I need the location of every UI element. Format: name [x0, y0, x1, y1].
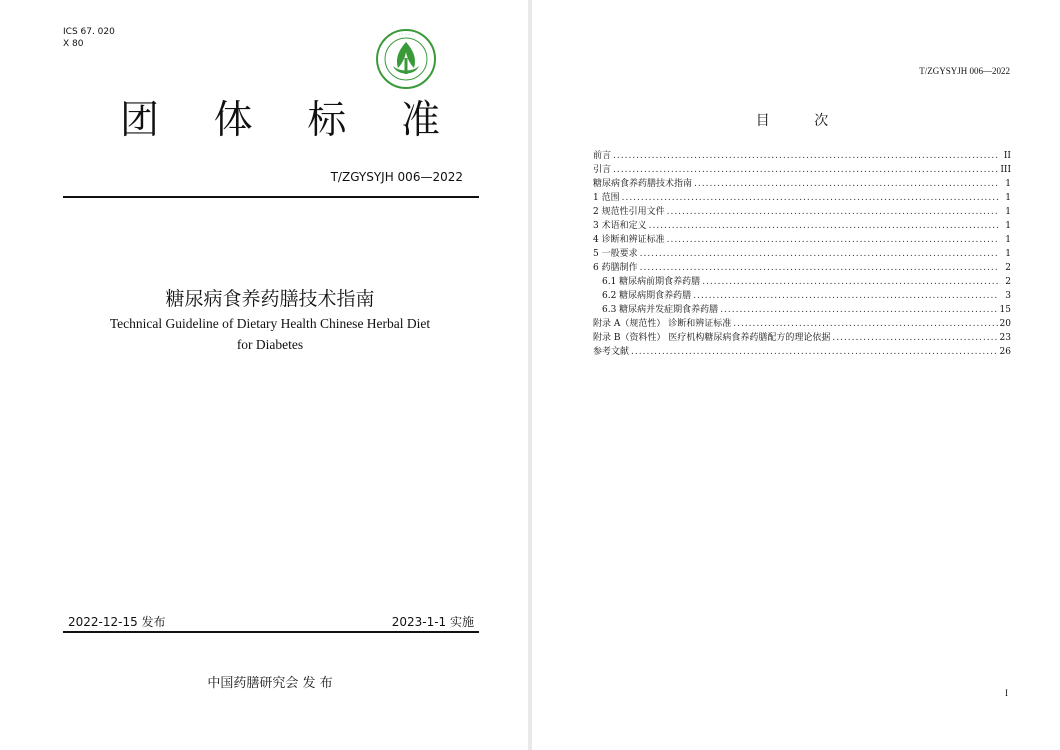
toc-leader-dots — [720, 303, 997, 317]
toc-leader-dots — [649, 219, 999, 233]
toc-entry-page: 1 — [1005, 249, 1011, 259]
toc-leader-dots — [733, 317, 997, 331]
toc-entry-page: 20 — [999, 319, 1011, 329]
toc-entry-label: 6 药膳制作 — [593, 263, 638, 273]
toc-leader-dots — [667, 205, 999, 219]
toc-leader-dots — [640, 261, 999, 275]
toc-entry-page: 1 — [1005, 179, 1011, 189]
group-standard-heading — [120, 96, 440, 146]
toc-entry-label: 参考文献 — [593, 347, 630, 357]
toc-leader-dots — [832, 331, 997, 345]
toc-entry-label: 2 规范性引用文件 — [593, 207, 665, 217]
toc-entry-label: 6.3 糖尿病并发症期食养药膳 — [602, 305, 719, 315]
toc-entry-page: 2 — [1005, 263, 1011, 273]
toc-entry-label: 附录 A（规范性） 诊断和辨证标准 — [593, 319, 732, 329]
page-header: T/ZGYSYJH 006—2022 — [919, 66, 1010, 76]
toc-entry-label: 附录 B（资料性） 医疗机构糖尿病食养药膳配方的理论依据 — [593, 333, 831, 343]
toc-entry-label: 6.2 糖尿病期食养药膳 — [602, 291, 692, 301]
toc-entry-label: 1 范围 — [593, 193, 620, 203]
toc-entry-page: 1 — [1005, 221, 1011, 231]
toc-leader-dots — [622, 191, 999, 205]
title-chinese: 糖尿病食养药膳技术指南 — [165, 288, 375, 310]
cover-page — [0, 0, 528, 750]
toc-entry-page: III — [1000, 165, 1011, 175]
toc-entry[interactable] — [593, 303, 1011, 317]
toc-entry[interactable] — [593, 317, 1011, 331]
toc-entry-page: 15 — [999, 305, 1011, 315]
toc-entry[interactable] — [593, 163, 1011, 177]
toc-entry-page: 23 — [999, 333, 1011, 343]
toc-leader-dots — [613, 163, 998, 177]
heading-divider — [63, 196, 479, 198]
footer-divider — [63, 631, 479, 633]
toc-entry[interactable] — [593, 275, 1011, 289]
heading-char: 准 — [400, 98, 440, 143]
page-number: I — [1005, 688, 1008, 698]
toc-entry[interactable] — [593, 191, 1011, 205]
toc-leader-dots — [694, 177, 999, 191]
toc-entry[interactable] — [593, 205, 1011, 219]
toc-entry[interactable] — [593, 149, 1011, 163]
toc-entry[interactable] — [593, 219, 1011, 233]
toc-leader-dots — [613, 149, 999, 163]
toc-entry-page: 26 — [999, 347, 1011, 357]
toc-leader-dots — [702, 275, 999, 289]
svg-text:· · · · ·: · · · · · — [398, 32, 414, 38]
ics-code: ICS 67. 020 — [63, 27, 115, 37]
toc-entry-label: 引言 — [593, 165, 612, 175]
toc-entry-label: 6.1 糖尿病前期食养药膳 — [602, 277, 701, 287]
toc-entry-page: II — [1003, 151, 1011, 161]
toc-leader-dots — [693, 289, 999, 303]
toc-entry[interactable] — [593, 247, 1011, 261]
table-of-contents — [593, 149, 1011, 359]
toc-page — [532, 0, 1060, 750]
toc-entry-label: 前言 — [593, 151, 612, 161]
toc-leader-dots — [640, 247, 999, 261]
toc-entry[interactable] — [593, 289, 1011, 303]
association-logo — [375, 28, 437, 90]
toc-entry-page: 1 — [1005, 207, 1011, 217]
heading-char: 标 — [307, 98, 347, 143]
toc-entry-label: 3 术语和定义 — [593, 221, 647, 231]
toc-entry-label: 5 一般要求 — [593, 249, 638, 259]
toc-entry-page: 1 — [1005, 235, 1011, 245]
toc-entry[interactable] — [593, 331, 1011, 345]
title-english-line2: for Diabetes — [236, 337, 304, 352]
toc-entry-page: 2 — [1005, 277, 1011, 287]
implement-date: 2023-1-1 实施 — [391, 615, 474, 629]
toc-entry[interactable] — [593, 233, 1011, 247]
toc-title: 目 次 — [755, 113, 849, 129]
toc-entry-label: 4 诊断和辨证标准 — [593, 235, 665, 245]
standard-number: T/ZGYSYJH 006—2022 — [330, 170, 463, 184]
toc-entry-page: 1 — [1005, 193, 1011, 203]
toc-entry-page: 3 — [1005, 291, 1011, 301]
heading-char: 体 — [213, 98, 253, 143]
toc-leader-dots — [667, 233, 999, 247]
toc-entry-label: 糖尿病食养药膳技术指南 — [593, 179, 693, 189]
publish-date: 2022-12-15 发布 — [68, 615, 166, 629]
toc-entry[interactable] — [593, 345, 1011, 359]
heading-char: 团 — [120, 98, 160, 143]
toc-leader-dots — [631, 345, 998, 359]
publisher: 中国药膳研究会 发 布 — [207, 676, 333, 691]
toc-entry[interactable] — [593, 177, 1011, 191]
title-english-line1: Technical Guideline of Dietary Health Chinese Herbal Diet — [109, 316, 431, 331]
classification-code: X 80 — [63, 39, 84, 49]
toc-entry[interactable] — [593, 261, 1011, 275]
